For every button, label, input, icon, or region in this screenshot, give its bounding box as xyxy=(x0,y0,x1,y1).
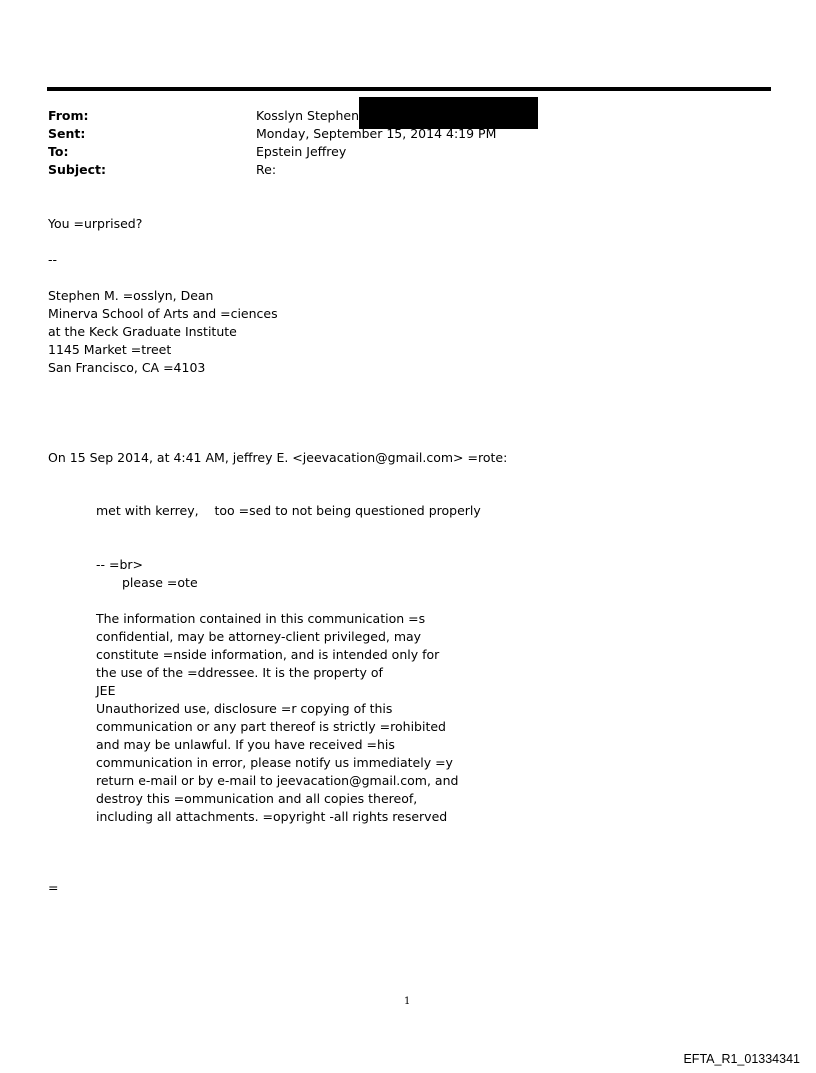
quoted-sig-line: -- =br> xyxy=(96,557,144,572)
page-number: 1 xyxy=(404,996,411,1007)
from-label: From: xyxy=(48,108,89,123)
header-rule xyxy=(47,87,771,91)
to-label: To: xyxy=(48,144,69,159)
subject-label: Subject: xyxy=(48,162,106,177)
disclaimer-line: confidential, may be attorney-client privileged, may xyxy=(96,629,422,644)
signature-line: Minerva School of Arts and =ciences xyxy=(48,306,278,321)
disclaimer-line: the use of the =ddressee. It is the property of xyxy=(96,665,383,680)
trailing-text: = xyxy=(48,880,59,895)
disclaimer-line: constitute =nside information, and is intended only for xyxy=(96,647,440,662)
signature-line: at the Keck Graduate Institute xyxy=(48,324,237,339)
signature-line: San Francisco, CA =4103 xyxy=(48,360,206,375)
quoted-message: met with kerrey, too =sed to not being questioned properly xyxy=(96,503,481,518)
quote-intro: On 15 Sep 2014, at 4:41 AM, jeffrey E. <jeevacation@gmail.com> =rote: xyxy=(48,450,508,465)
disclaimer-line: Unauthorized use, disclosure =r copying of this xyxy=(96,701,393,716)
disclaimer-line: communication in error, please notify us immediately =y xyxy=(96,755,453,770)
signature-line: Stephen M. =osslyn, Dean xyxy=(48,288,214,303)
disclaimer-line: return e-mail or by e-mail to jeevacation@gmail.com, and xyxy=(96,773,459,788)
from-value: Kosslyn Stephen xyxy=(256,108,360,123)
disclaimer-line: destroy this =ommunication and all copies thereof, xyxy=(96,791,418,806)
sent-value: Monday, September 15, 2014 4:19 PM xyxy=(256,126,497,141)
signature-separator: -- xyxy=(48,252,58,267)
quoted-sig-line: please =ote xyxy=(122,575,198,590)
disclaimer-line: and may be unlawful. If you have received =his xyxy=(96,737,395,752)
disclaimer-line: including all attachments. =opyright -all rights reserved xyxy=(96,809,448,824)
disclaimer-line: The information contained in this communication =s xyxy=(96,611,426,626)
bates-number: EFTA_R1_01334341 xyxy=(683,1052,800,1066)
disclaimer-line: communication or any part thereof is strictly =rohibited xyxy=(96,719,446,734)
greeting-text: You =urprised? xyxy=(48,216,143,231)
signature-line: 1145 Market =treet xyxy=(48,342,172,357)
sent-label: Sent: xyxy=(48,126,86,141)
disclaimer-line: JEE xyxy=(96,683,116,698)
to-value: Epstein Jeffrey xyxy=(256,144,347,159)
subject-value: Re: xyxy=(256,162,277,177)
